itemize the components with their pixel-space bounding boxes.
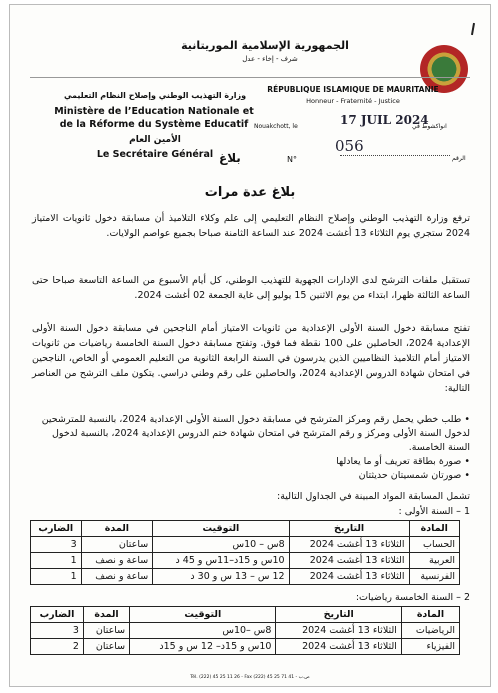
schedule-table-1 [30,520,460,585]
header-cell: المدة [81,521,153,537]
table-header-row [31,607,460,623]
document-date: 17 JUIL 2024 [340,113,429,127]
schedule-table-2 [30,606,460,655]
place-label: Nouakchott, le [254,123,298,130]
table-row [31,623,460,639]
table-header-row [31,521,460,537]
table-cell: العربية [409,553,459,569]
table-cell: 3 [31,537,82,553]
table-cell: الرياضيات [401,623,459,639]
table-row [31,639,460,655]
pen-mark-icon [471,23,475,35]
table-cell: الثلاثاء 13 أغشت 2024 [276,623,401,639]
document-page [9,4,491,687]
table-cell: الثلاثاء 13 أغشت 2024 [289,569,409,585]
table-row [31,553,460,569]
header-cell: الضارب [31,521,82,537]
list-item: • صورة بطاقة تعريف أو ما يعادلها [32,455,470,469]
header-cell: المادة [409,521,459,537]
header-cell: التاريخ [276,607,401,623]
table-cell: ساعة و نصف [81,569,153,585]
file-items-list [32,413,470,483]
header-cell: التوقيت [153,521,289,537]
table-row [31,569,460,585]
table-cell: الثلاثاء 13 أغشت 2024 [276,639,401,655]
table-cell: 1 [31,553,82,569]
table-cell: الفرنسية [409,569,459,585]
motto-fr: Honneur - Fraternité - Justice [306,97,400,105]
header-cell: المادة [401,607,459,623]
table-cell: ساعتان [83,623,129,639]
table-cell: 1 [31,569,82,585]
table-cell: 12 س – 13 س و 30 د [153,569,289,585]
section-2-title: 2 – السنة الخامسة رياضيات: [355,592,470,603]
number-underline [340,155,450,156]
table-cell: الحساب [409,537,459,553]
paragraph-3: تفتح مسابقة دخول السنة الأولى الإعدادية من ثانويات الامتياز أمام الناجحين في مسابقة دخول السنة الأولى الإعدادية 2024، الحاصلين على 100 نقطة فما فوق. وتفتح مسابقة دخول السنة الخامسة رياضيات من ثانويات الامتياز أمام التلاميذ النظاميين الذين يدرسون في السنة الرابعة الثانوية من التعليم العمومي أو الخاص، الناجحين في امتحان شهادة الدروس الإعدادية 2024، والحاصلين على رقم وطني دراسي. يتكون ملف الترشح من العناصر التالية: [32,323,471,394]
paragraph-2: تستقبل ملفات الترشح لدى الإدارات الجهوية للتهذيب الوطني، كل أيام الأسبوع من الساعة التاسعة صباحا حتى الساعة الثالثة ظهرا، ابتداء من يوم الاثنين 15 يوليو إلى غاية الجمعة 02 أغشت 2024. [32,275,470,301]
table-row [31,537,460,553]
motto-ar: شرف - إخاء - عدل [242,55,298,63]
ministry-fr: Ministère de l’Education Nationale et de la Réforme du Système Educatif [54,106,254,130]
table-cell: 10س و 15د–11س و 45 د [153,553,289,569]
table-cell: 3 [31,623,84,639]
number-label-ar: الرقم [452,155,466,162]
table-cell: ساعة و نصف [81,553,153,569]
table-cell: 8س – 10س [153,537,289,553]
header-cell: الضارب [31,607,84,623]
table-cell: ساعتان [83,639,129,655]
document-number: 056 [335,137,364,155]
table-cell: الثلاثاء 13 أغشت 2024 [289,537,409,553]
place-label-ar: انواكشوط في [412,123,447,130]
table-cell: 10س و 15د– 12 س و 15د [130,639,276,655]
table-cell: ساعتان [81,537,153,553]
header-cell: التاريخ [289,521,409,537]
divider [30,77,470,78]
list-item: • طلب خطي يحمل رقم ومركز المترشح في مسابقة دخول السنة الأولى الإعدادية 2024، بالنسبة للمترشحين لدخول السنة الأولى ومركز و رقم المترشح في امتحان شهادة ختم الدروس الإعدادية 2024، بالنسبة لدخول السنة الخامسة. [32,413,470,455]
list-item: • صورتان شمسيتان حديثتان [32,469,470,483]
section-1-title: 1 – السنة الأولى : [398,506,470,517]
header-cell: التوقيت [130,607,276,623]
paragraph-1: ترفع وزارة التهذيب الوطني وإصلاح النظام التعليمي إلى علم وكلاء التلاميذ أن مسابقة دخول ثانويات الامتياز 2024 ستجري يوم الثلاثاء 13 أغشت 2024 عند الساعة الثامنة صباحا بجميع عواصم الولايات. [32,213,470,239]
page-title: بلاغ عدة مرات [204,185,296,200]
republic-name-fr: RÉPUBLIQUE ISLAMIQUE DE MAURITANIE [267,85,439,94]
table-cell: 2 [31,639,84,655]
ministry-ar: وزارة التهذيب الوطني وإصلاح النظام التعليمي [63,91,247,100]
table-cell: الفيزياء [401,639,459,655]
table-intro: تشمل المسابقة المواد المبينة في الجداول التالية: [277,491,470,502]
number-label: N° [287,155,297,164]
communique-label: بلاغ [219,151,241,165]
table-cell: 8س –10س [130,623,276,639]
table-cell: الثلاثاء 13 أغشت 2024 [289,553,409,569]
state-name-ar: الجمهورية الإسلامية الموريتانية [181,39,349,52]
header-cell: المدة [83,607,129,623]
secretary-general-ar: الأمين العام [129,135,181,145]
footer-contact: Tél. (222) 45 25 11 26 - Fax (222) 45 25 71 41 - ص.ب [190,675,310,680]
secretary-general-fr: Le Secrétaire Général [96,149,214,160]
